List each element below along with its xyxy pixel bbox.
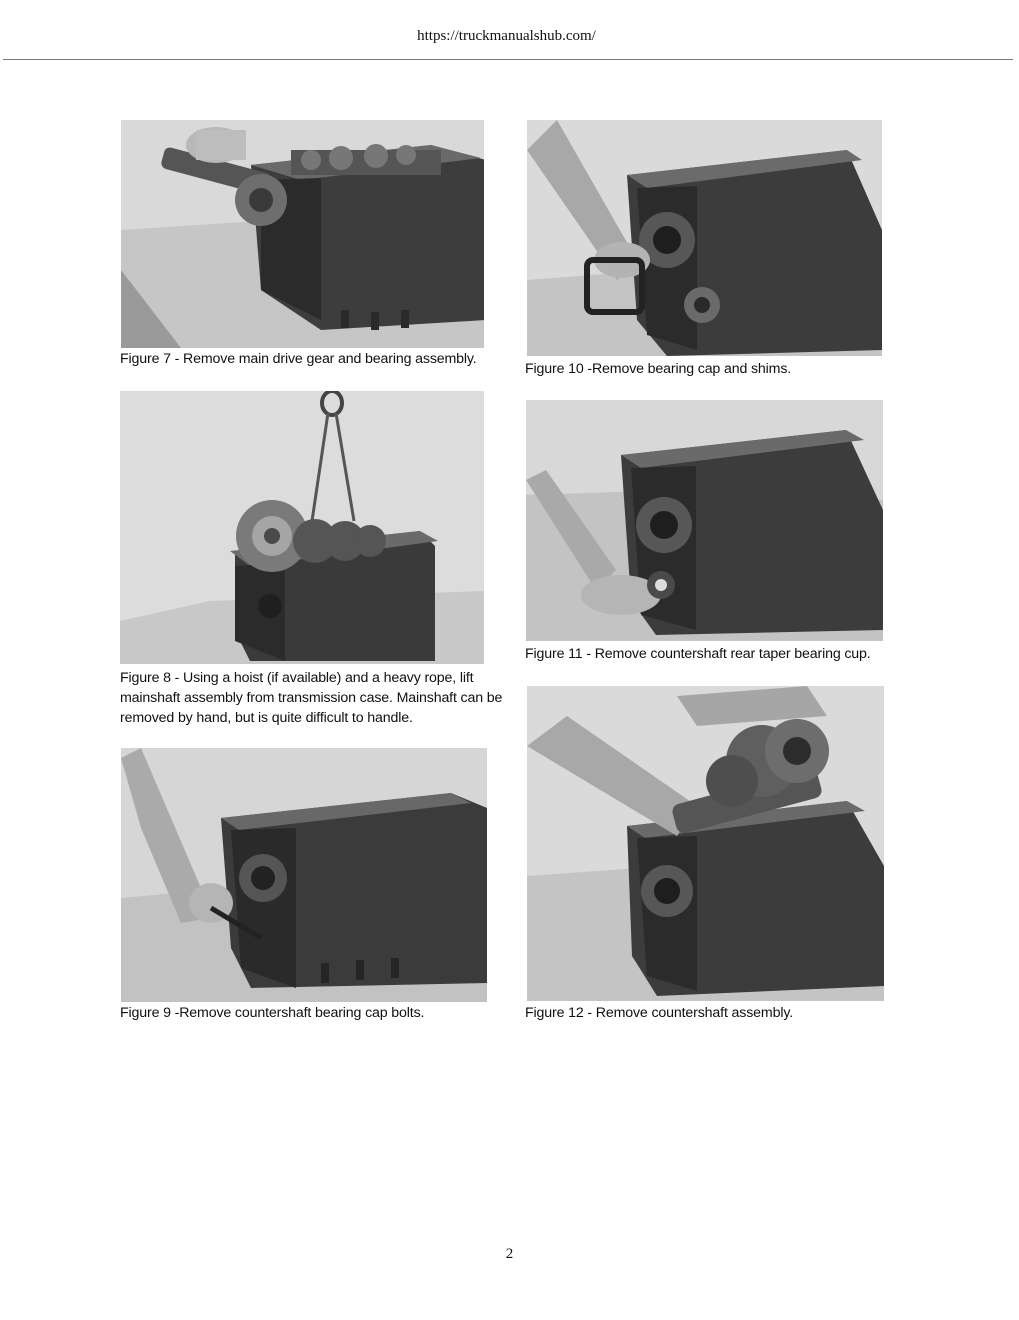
figure-12-caption: Figure 12 - Remove countershaft assembly. [525, 1005, 793, 1021]
figure-8-photo [120, 391, 484, 664]
figure-11-photo [526, 400, 883, 641]
figure-8-caption: Figure 8 - Using a hoist (if available) and a heavy rope, lift mainshaft assembly from transmission case. Mainshaft can be removed by hand, but is quite difficult to handle. [120, 670, 503, 726]
figure-12-photo [527, 686, 884, 1001]
figure-7-caption: Figure 7 - Remove main drive gear and bearing assembly. [120, 351, 477, 367]
figure-11-caption: Figure 11 - Remove countershaft rear taper bearing cup. [525, 646, 871, 662]
figure-9-caption: Figure 9 -Remove countershaft bearing cap bolts. [120, 1005, 425, 1021]
header-url[interactable]: https://truckmanualshub.com/ [417, 28, 596, 44]
figure-10-caption: Figure 10 -Remove bearing cap and shims. [525, 361, 792, 377]
figure-7-photo [121, 120, 484, 348]
header-divider [3, 59, 1013, 60]
figure-10-photo [527, 120, 882, 356]
page-number: 2 [505, 1246, 514, 1262]
figure-9-photo [121, 748, 487, 1002]
